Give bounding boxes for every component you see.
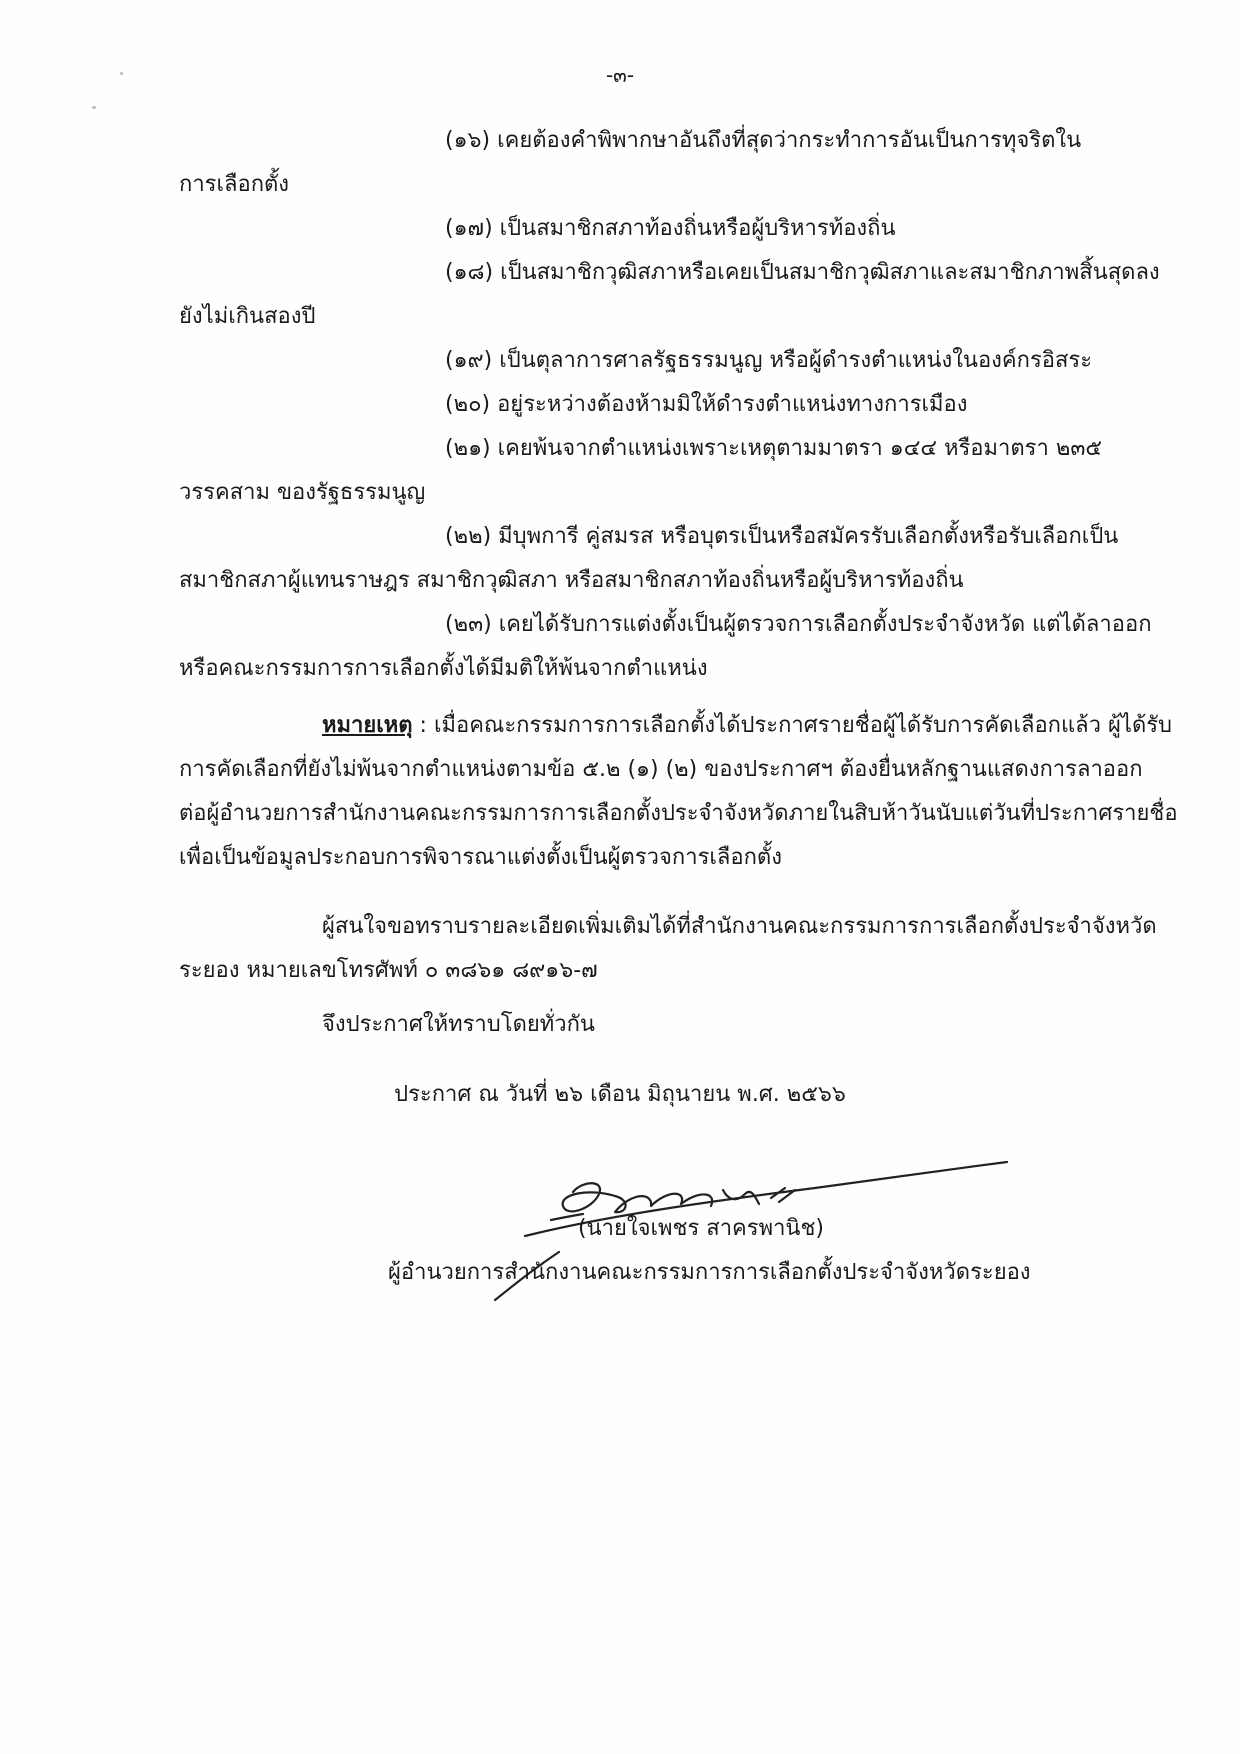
note-line-3: ต่อผู้อำนวยการสำนักงานคณะกรรมการการเลือกตั้งประจำจังหวัดภายในสิบห้าวันนับแต่วันที่ประกาศรายชื่อ [179,801,1178,826]
item-18-continuation: ยังไม่เกินสองปี [179,304,316,329]
item-22: (๒๒) มีบุพการี คู่สมรส หรือบุตรเป็นหรือสมัครรับเลือกตั้งหรือรับเลือกเป็น [445,524,1119,549]
signatory-name: (นายใจเพชร สาครพานิช) [578,1216,824,1241]
item-21-continuation: วรรคสาม ของรัฐธรรมนูญ [179,480,426,505]
announcement-line: จึงประกาศให้ทราบโดยทั่วกัน [322,1012,595,1037]
item-21: (๒๑) เคยพ้นจากตำแหน่งเพราะเหตุตามมาตรา ๑๔๔ หรือมาตรา ๒๓๕ [445,436,1103,461]
item-18: (๑๘) เป็นสมาชิกวุฒิสภาหรือเคยเป็นสมาชิกวุฒิสภาและสมาชิกภาพสิ้นสุดลง [445,260,1160,285]
note-line-2: การคัดเลือกที่ยังไม่พ้นจากตำแหน่งตามข้อ ๕.๒ (๑) (๒) ของประกาศฯ ต้องยื่นหลักฐานแสดงการลาออก [179,757,1143,782]
note-line-1 [322,711,1172,741]
signatory-title: ผู้อำนวยการสำนักงานคณะกรรมการการเลือกตั้งประจำจังหวัดระยอง [388,1260,1031,1285]
contact-line-1: ผู้สนใจขอทราบรายละเอียดเพิ่มเติมได้ที่สำนักงานคณะกรรมการการเลือกตั้งประจำจังหวัด [322,914,1157,939]
contact-line-2: ระยอง หมายเลขโทรศัพท์ ๐ ๓๘๖๑ ๘๙๑๖-๗ [179,958,598,983]
item-19: (๑๙) เป็นตุลาการศาลรัฐธรรมนูญ หรือผู้ดำรงตำแหน่งในองค์กรอิสระ [445,348,1093,373]
note-line-1-text: : เมื่อคณะกรรมการการเลือกตั้งได้ประกาศรายชื่อผู้ได้รับการคัดเลือกแล้ว ผู้ได้รับ [412,713,1173,738]
item-22-continuation: สมาชิกสภาผู้แทนราษฎร สมาชิกวุฒิสภา หรือสมาชิกสภาท้องถิ่นหรือผู้บริหารท้องถิ่น [179,568,964,593]
item-23-continuation: หรือคณะกรรมการการเลือกตั้งได้มีมติให้พ้นจากตำแหน่ง [179,656,708,681]
item-23: (๒๓) เคยได้รับการแต่งตั้งเป็นผู้ตรวจการเลือกตั้งประจำจังหวัด แต่ได้ลาออก [445,612,1152,637]
item-16: (๑๖) เคยต้องคำพิพากษาอันถึงที่สุดว่ากระทำการอันเป็นการทุจริตใน [445,128,1082,153]
note-line-4: เพื่อเป็นข้อมูลประกอบการพิจารณาแต่งตั้งเป็นผู้ตรวจการเลือกตั้ง [179,845,782,870]
scan-speck [92,106,96,109]
item-20: (๒๐) อยู่ระหว่างต้องห้ามมิให้ดำรงตำแหน่งทางการเมือง [445,392,968,417]
page-number: -๓- [605,63,635,87]
date-line: ประกาศ ณ วันที่ ๒๖ เดือน มิถุนายน พ.ศ. ๒๕๖๖ [394,1082,846,1107]
item-16-continuation: การเลือกตั้ง [179,172,290,197]
item-17: (๑๗) เป็นสมาชิกสภาท้องถิ่นหรือผู้บริหารท้องถิ่น [445,216,896,241]
note-label: หมายเหตุ [322,713,413,738]
